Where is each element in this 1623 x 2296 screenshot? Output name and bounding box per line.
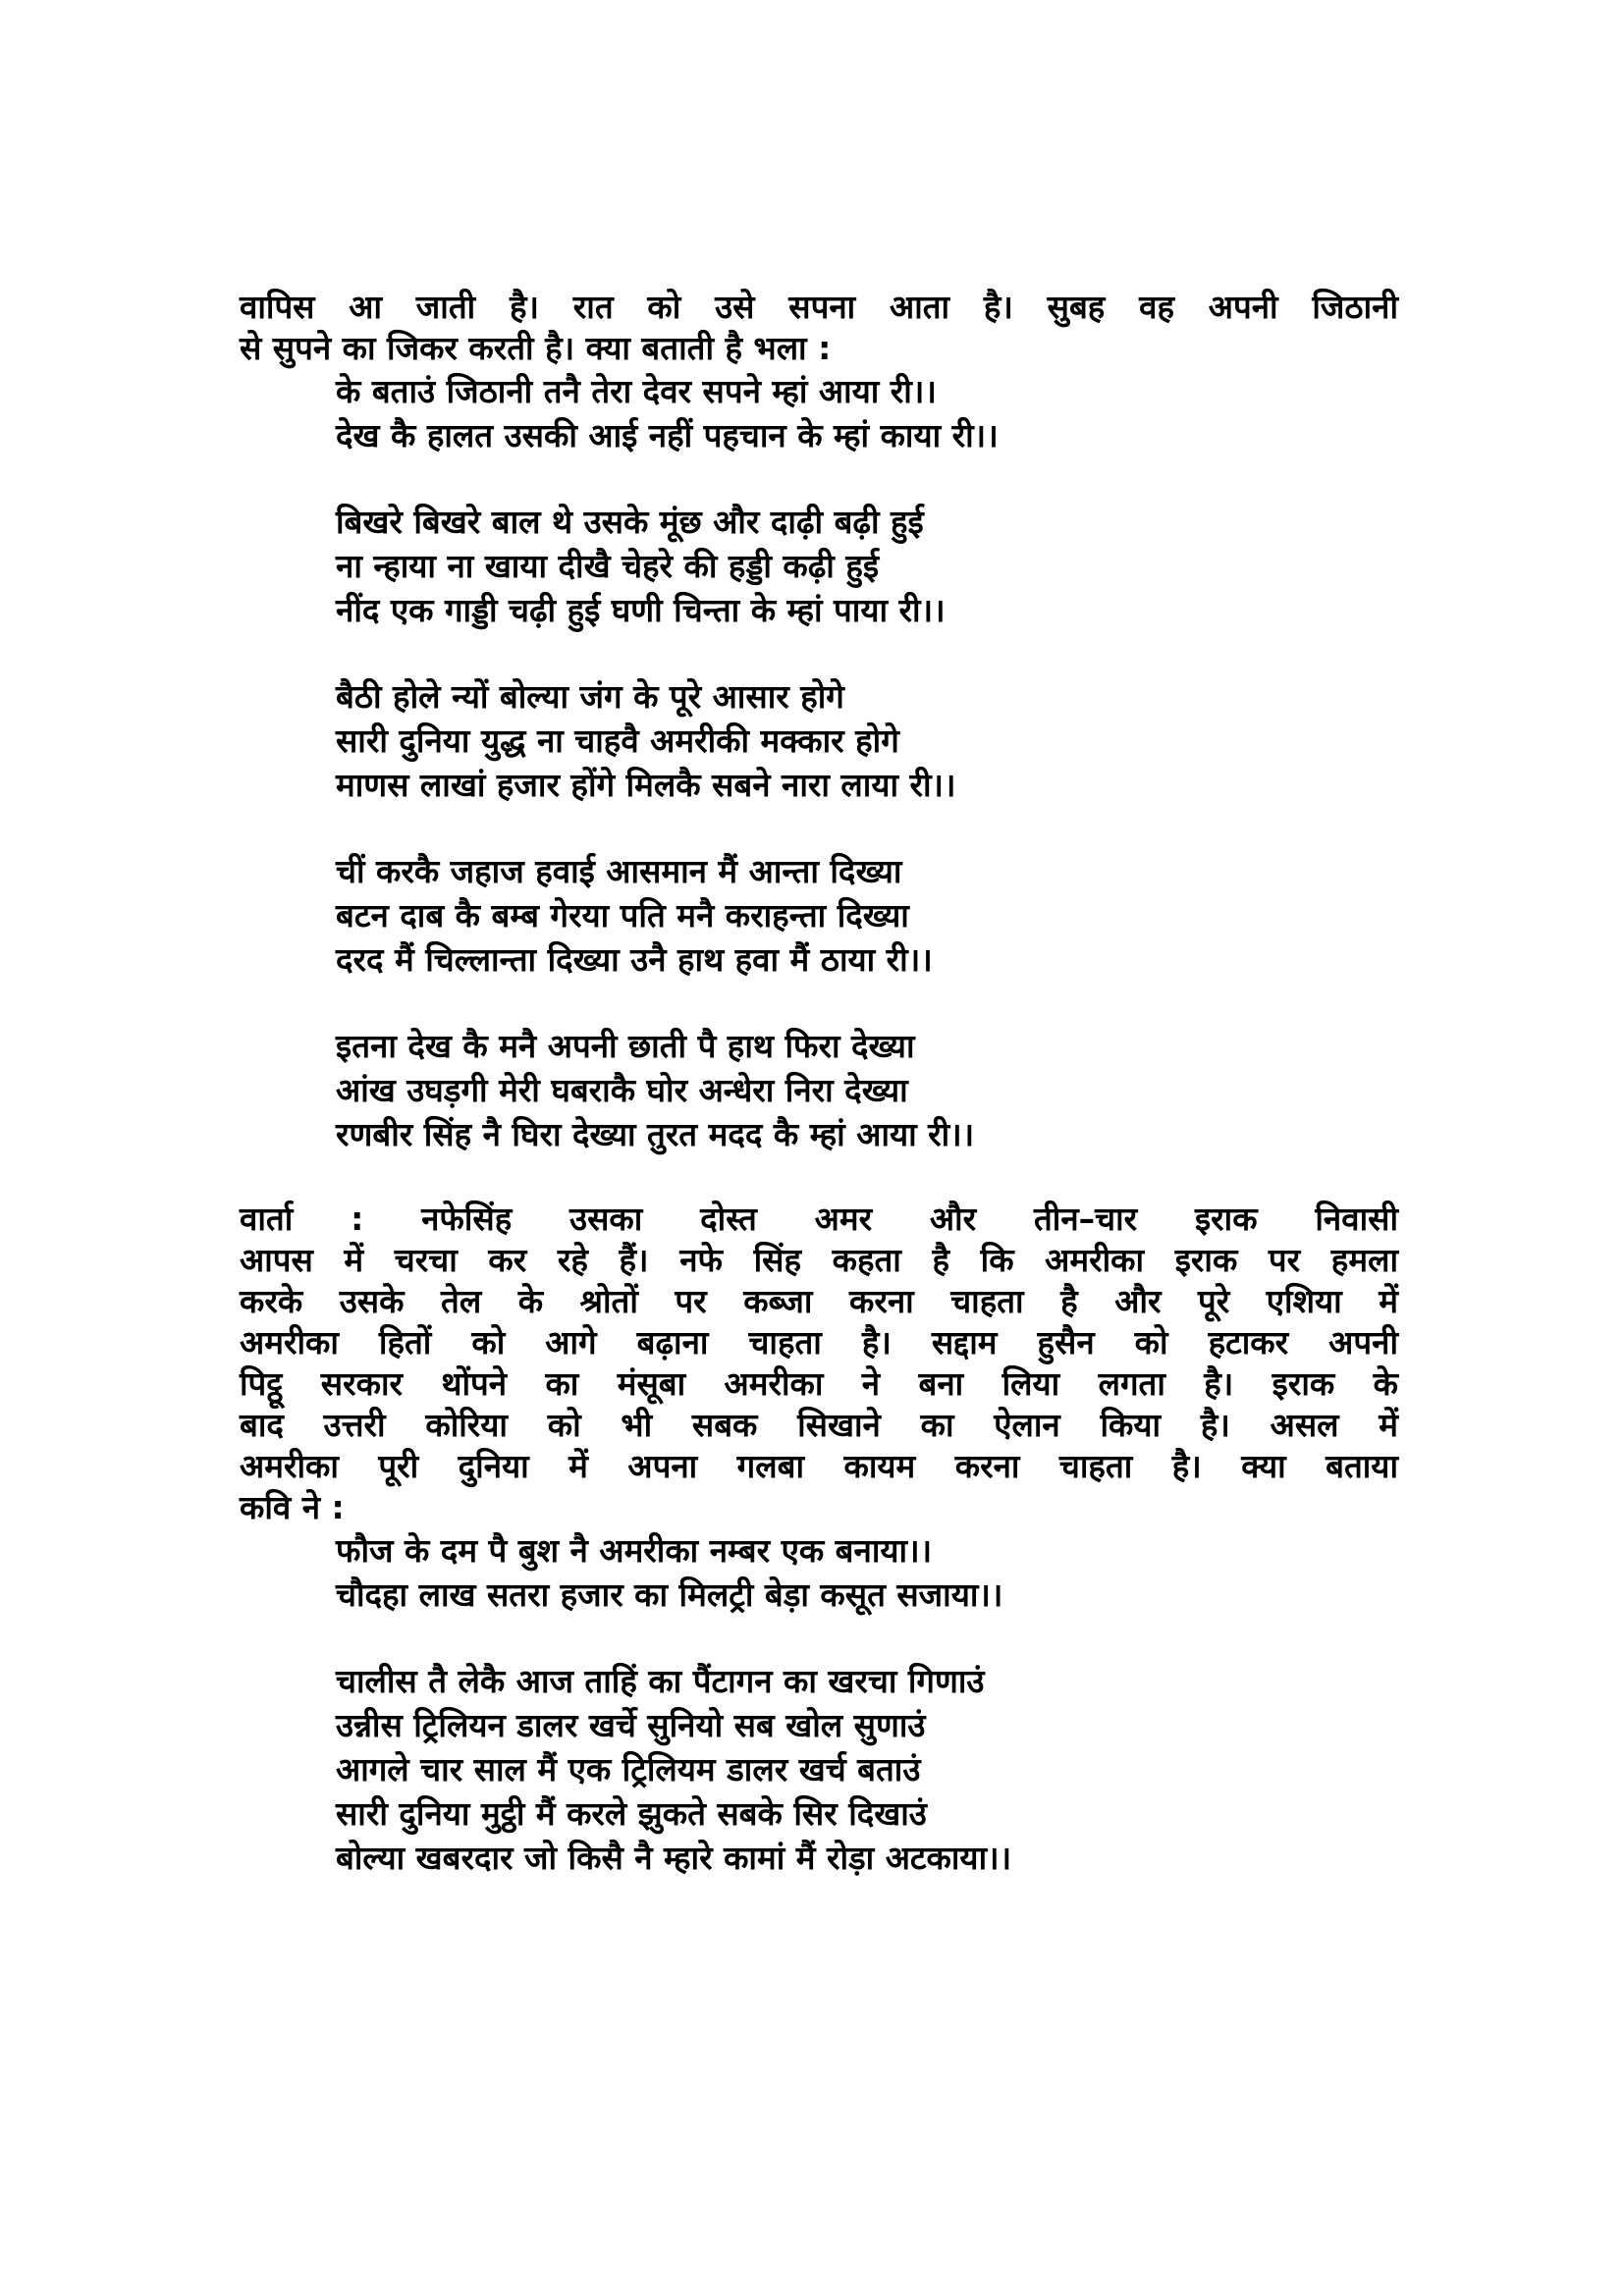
verse-line: चीं करकै जहाज हवाई आसमान मैं आन्ता दिख्या: [336, 852, 902, 890]
verse-line: बटन दाब कै बम्ब गेरया पति मनै कराहन्ता दिख्या: [336, 896, 909, 934]
refrain-line: फौज के दम पै बुश नै अमरीका नम्बर एक बनाया।।: [336, 1531, 933, 1570]
refrain-line: देख कै हालत उसकी आई नहीं पहचान के म्हां काया री।।: [336, 416, 999, 454]
refrain-line: के बताउं जिठानी तनै तेरा देवर सपने म्हां आया री।।: [336, 372, 937, 410]
intro-line: वापिस आ जाती है। रात को उसे सपना आता है। सुबह वह अपनी जिठानी: [240, 288, 1398, 326]
prose-line: बाद उत्तरी कोरिया को भी सबक सिखाने का ऐलान किया है। असल में: [240, 1406, 1398, 1444]
song1-stanza-4: [240, 1024, 1398, 1156]
prose-line: करके उसके तेल के श्रोतों पर कब्जा करना चाहता है और पूरे एशिया में: [240, 1282, 1398, 1320]
verse-line: बोल्या खबरदार जो किसै नै म्हारे कामां मैं रोड़ा अटकाया।।: [336, 1839, 1012, 1877]
verse-line: बिखरे बिखरे बाल थे उसके मूंछ और दाढ़ी बढ़ी हुई: [336, 503, 924, 541]
verse-line: आगले चार साल मैं एक ट्रिलियम डालर खर्च बताउं: [336, 1750, 921, 1789]
prose-line: कवि ने :: [240, 1488, 345, 1526]
verse-line: दरद मैं चिल्लान्ता दिख्या उनै हाथ हवा मैं ठाया री।।: [336, 940, 933, 979]
varta-paragraph: [240, 1199, 1398, 1528]
song2-stanza: [240, 1659, 1398, 1880]
verse-line: बैठी होले न्यों बोल्या जंग के पूरे आसार होगे: [336, 677, 844, 716]
verse-line: चालीस तै लेकै आज ताहिं का पैंटागन का खरचा गिणाउं: [336, 1662, 985, 1700]
verse-line: उन्नीस ट्रिलियन डालर खर्चे सुनियो सब खोल सुणाउं: [336, 1706, 926, 1744]
page-text-block: [240, 287, 1398, 1880]
refrain-line: चौदहा लाख सतरा हजार का मिलट्री बेड़ा कसूत सजाया।।: [336, 1575, 1003, 1614]
verse-line: रणबीर सिंह नै घिरा देख्या तुरत मदद कै म्हां आया री।।: [336, 1115, 975, 1153]
song1-stanza-3: [240, 849, 1398, 982]
song1-stanza-1: [240, 500, 1398, 632]
intro-line: से सुपने का जिकर करती है। क्या बताती है भला :: [240, 329, 832, 367]
verse-line: नींद एक गाड्डी चढ़ी हुई घणी चिन्ता के म्हां पाया री।।: [336, 591, 946, 629]
intro-paragraph: [240, 287, 1398, 369]
prose-line: वार्ता : नफेसिंह उसका दोस्त अमर और तीन–चार इराक निवासी: [240, 1200, 1398, 1238]
prose-line: अमरीका हितों को आगे बढ़ाना चाहता है। सद्दाम हुसैन को हटाकर अपनी: [240, 1323, 1398, 1362]
prose-line: आपस में चरचा कर रहे हैं। नफे सिंह कहता है कि अमरीका इराक पर हमला: [240, 1241, 1398, 1279]
prose-line: पिट्ठू सरकार थोंपने का मंसूबा अमरीका ने बना लिया लगता है। इराक के: [240, 1364, 1398, 1403]
song2-refrain: [240, 1528, 1398, 1617]
verse-line: सारी दुनिया मुट्ठी मैं करले झुकते सबके सिर दिखाउं: [336, 1794, 927, 1833]
verse-line: ना न्हाया ना खाया दीखै चेहरे की हड्डी कढ़ी हुई: [336, 547, 880, 585]
song1-refrain: [240, 369, 1398, 457]
verse-line: इतना देख कै मनै अपनी छाती पै हाथ फिरा देख्या: [336, 1027, 915, 1065]
verse-line: आंख उघड़गी मेरी घबराकै घोर अन्धेरा निरा देख्या: [336, 1071, 908, 1109]
verse-line: सारी दुनिया युद्ध ना चाहवै अमरीकी मक्कार होगे: [336, 721, 899, 760]
prose-line: अमरीका पूरी दुनिया में अपना गलबा कायम करना चाहता है। क्या बताया: [240, 1447, 1398, 1485]
song1-stanza-2: [240, 674, 1398, 807]
verse-line: माणस लाखां हजार होंगे मिलकै सबने नारा लाया री।।: [336, 766, 956, 804]
